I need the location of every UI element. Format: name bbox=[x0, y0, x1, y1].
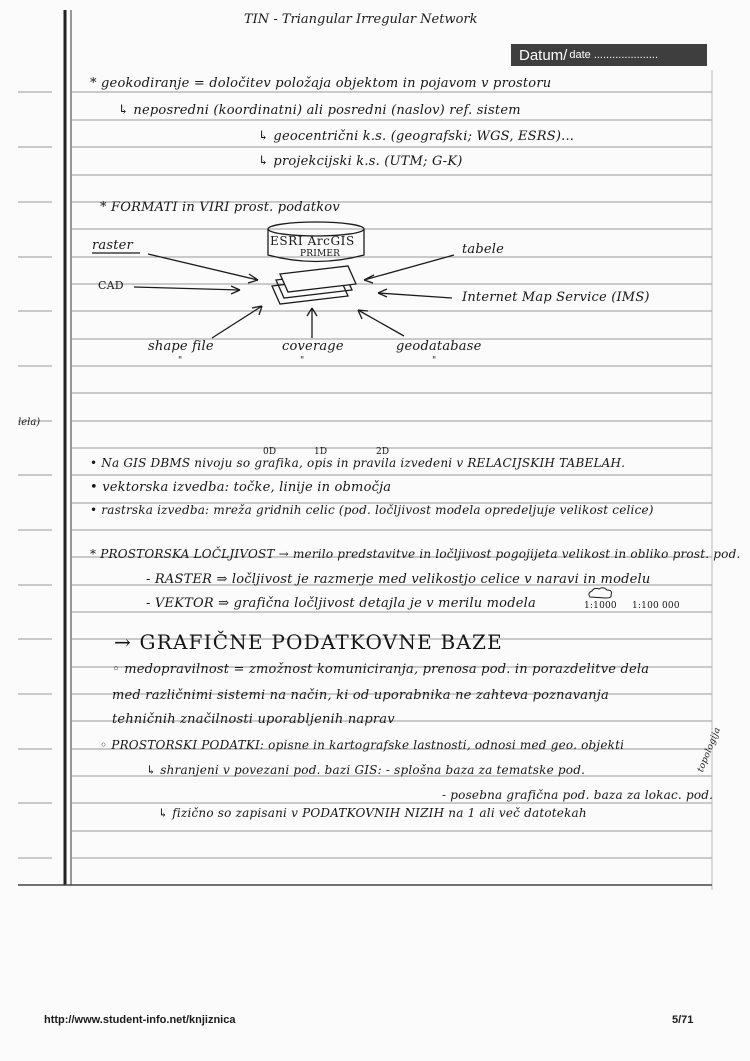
date-label: Datum/ bbox=[519, 46, 568, 64]
note-line: ↳ neposredni (koordinatni) ali posredni (naslov) ref. sistem bbox=[118, 103, 521, 118]
arrow-geodatabase bbox=[358, 310, 404, 336]
note-line: ◦ medopravilnost = zmožnost komuniciranja, prenosa pod. in porazdelitve dela bbox=[112, 662, 650, 677]
note-line: med različnimi sistemi na način, ki od uporabnika ne zahteva poznavanja bbox=[112, 688, 609, 703]
section-heading: * FORMATI in VIRI prost. podatkov bbox=[100, 200, 340, 215]
center-label: ESRI ArcGIS bbox=[270, 234, 355, 248]
cloud-icon bbox=[586, 586, 616, 600]
scale-label: 1:100 000 bbox=[632, 601, 680, 611]
note-line: ◦ PROSTORSKI PODATKI: opisne in kartografske lastnosti, odnosi med geo. objekti bbox=[100, 738, 625, 752]
margin-note: lela) bbox=[18, 417, 41, 428]
note-line: ↳ fizično so zapisani v PODATKOVNIH NIZIH na 1 ali več datotekah bbox=[158, 806, 587, 820]
note-line: ↳ shranjeni v povezani pod. bazi GIS: - splošna baza za tematske pod. bbox=[146, 763, 586, 777]
note-line: * PROSTORSKA LOČLJIVOST → merilo predstavitve in ločljivost pogojijeta velikost in obliko prost. pod. bbox=[90, 547, 741, 561]
formats-diagram bbox=[0, 0, 750, 400]
ditto-mark: " bbox=[300, 356, 305, 366]
arrow-cad bbox=[134, 287, 240, 290]
arrow-tabele bbox=[364, 255, 454, 280]
center-sublabel: PRIMER bbox=[300, 249, 341, 259]
note-line: - posebna grafična pod. baza za lokac. pod. bbox=[442, 788, 714, 802]
margin-vertical-note: topologija bbox=[696, 726, 723, 774]
arrow-ims bbox=[378, 293, 452, 298]
page-title: TIN - Triangular Irregular Network bbox=[244, 12, 478, 27]
superscript-1d: 1D bbox=[314, 447, 328, 457]
ditto-mark: " bbox=[432, 356, 437, 366]
note-line: - VEKTOR ⇒ grafična ločljivost detajla je v merilu modela bbox=[146, 596, 536, 611]
source-ims: Internet Map Service (IMS) bbox=[462, 290, 650, 305]
note-line: tehničnih značilnosti uporabljenih naprav bbox=[112, 712, 395, 727]
note-line: * geokodiranje = določitev položaja objektom in pojavom v prostoru bbox=[90, 76, 552, 91]
date-placeholder: date ..................... bbox=[569, 49, 659, 61]
source-raster: raster bbox=[92, 238, 133, 253]
arrow-raster bbox=[148, 254, 258, 280]
section-heading: → GRAFIČNE PODATKOVNE BAZE bbox=[114, 630, 503, 654]
superscript-2d: 2D bbox=[376, 447, 390, 457]
source-tabele: tabele bbox=[462, 242, 505, 257]
note-line: • Na GIS DBMS nivoju so grafika, opis in pravila izvedeni v RELACIJSKIH TABELAH. bbox=[90, 456, 626, 470]
superscript-0d: 0D bbox=[263, 447, 277, 457]
footer-url: http://www.student-info.net/knjiznica bbox=[44, 1014, 236, 1026]
source-geodatabase: geodatabase bbox=[396, 339, 482, 354]
note-line: • rastrska izvedba: mreža gridnih celic (pod. ločljivost modela opredeljuje velikost celice) bbox=[90, 503, 654, 517]
page-number: 5/71 bbox=[672, 1014, 694, 1026]
note-line: ↳ projekcijski k.s. (UTM; G-K) bbox=[258, 154, 463, 169]
source-shapefile: shape file bbox=[148, 339, 214, 354]
source-cad: CAD bbox=[98, 279, 124, 292]
scale-label: 1:1000 bbox=[584, 601, 617, 611]
arrow-shapefile bbox=[212, 306, 262, 338]
note-line: • vektorska izvedba: točke, linije in območja bbox=[90, 480, 392, 495]
source-coverage: coverage bbox=[282, 339, 344, 354]
ditto-mark: " bbox=[178, 356, 183, 366]
note-line: ↳ geocentrični k.s. (geografski; WGS, ESRS)... bbox=[258, 129, 575, 144]
note-line: - RASTER ⇒ ločljivost je razmerje med velikostjo celice v naravi in modelu bbox=[146, 572, 651, 587]
